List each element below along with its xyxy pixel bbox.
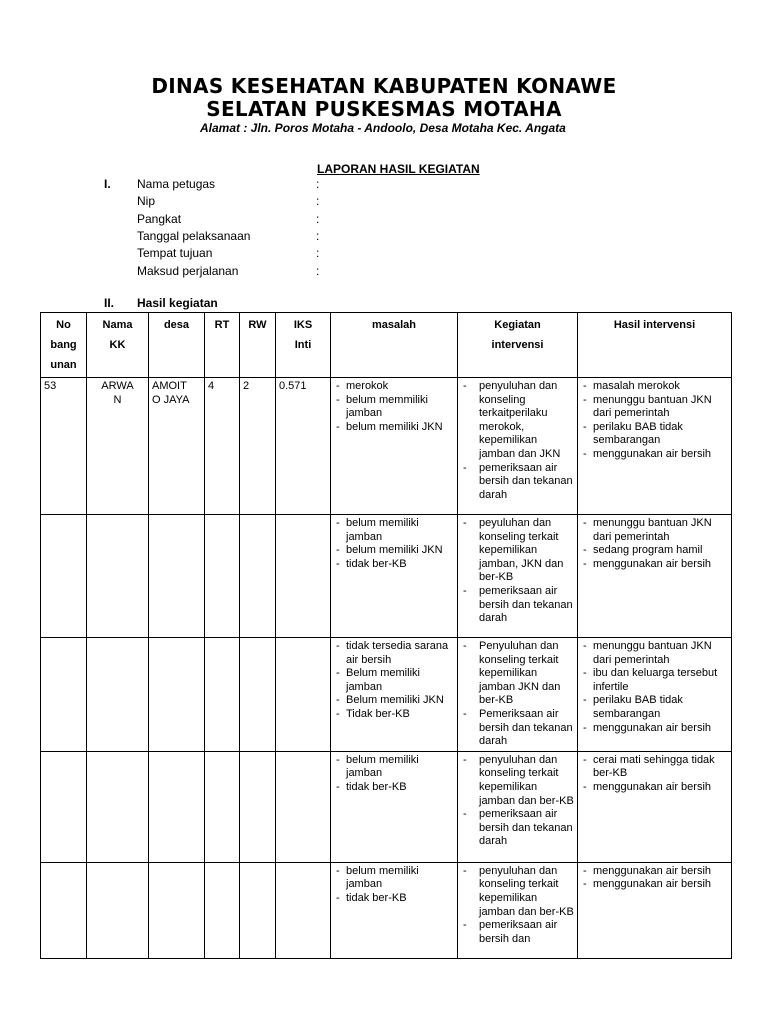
cell-kegiatan: [458, 862, 578, 958]
list-item: - masalah merokok: [581, 380, 728, 394]
cell-nama-kk: ARWA N: [87, 378, 149, 515]
cell-nama-kk: [87, 751, 149, 862]
cell-hasil: [578, 638, 732, 752]
table-row: [41, 638, 732, 752]
table-row: [41, 862, 732, 958]
field-colon: :: [316, 177, 320, 191]
list-item: - belum memiliki jamban: [334, 865, 454, 892]
field-label: Tanggal pelaksanaan: [137, 228, 251, 243]
header-rt: RT: [205, 313, 240, 378]
list-item: - perilaku BAB tidak sembarangan: [581, 421, 728, 448]
field-colon: :: [316, 228, 320, 243]
list-item: - belum memiliki JKN: [334, 544, 454, 558]
header-hasil: Hasil intervensi: [578, 313, 732, 378]
cell-masalah: [331, 515, 458, 638]
cell-iks: [276, 862, 331, 958]
cell-no: [41, 751, 87, 862]
cell-no: [41, 638, 87, 752]
cell-nama-kk: [87, 638, 149, 752]
cell-kegiatan: [458, 638, 578, 752]
cell-no: 53: [41, 378, 87, 515]
header-masalah: masalah: [331, 313, 458, 378]
cell-rw: [240, 751, 276, 862]
list-item: - menggunakan air bersih: [581, 878, 728, 892]
list-item: - pemeriksaan air bersih dan tekanan darah: [461, 808, 574, 849]
cell-rw: [240, 515, 276, 638]
header-iks: IKS Inti: [276, 313, 331, 378]
report-title: LAPORAN HASIL KEGIATAN: [317, 162, 480, 176]
cell-desa: [149, 751, 205, 862]
list-item: - Belum memiliki JKN: [334, 694, 454, 708]
list-item: - pemeriksaan air bersih dan tekanan darah: [461, 585, 574, 626]
cell-desa: [149, 515, 205, 638]
field-colon: :: [316, 194, 320, 209]
cell-desa: [149, 638, 205, 752]
header-desa: desa: [149, 313, 205, 378]
list-item: - menggunakan air bersih: [581, 865, 728, 879]
list-item: - belum memiliki JKN: [334, 421, 454, 435]
section2-numeral: II.: [104, 296, 115, 310]
cell-desa: AMOIT O JAYA: [149, 378, 205, 515]
cell-iks: [276, 751, 331, 862]
list-item: - belum memiliki jamban: [334, 517, 454, 544]
activity-table: [40, 312, 732, 959]
cell-rw: 2: [240, 378, 276, 515]
agency-address: Alamat : Jln. Poros Motaha - Andoolo, Desa Motaha Kec. Angata: [200, 121, 566, 135]
section2-title: Hasil kegiatan: [137, 296, 218, 310]
list-item: - merokok: [334, 380, 454, 394]
table-row: [41, 515, 732, 638]
cell-kegiatan: [458, 515, 578, 638]
field-label: Tempat tujuan: [137, 246, 213, 261]
field-colon: :: [316, 211, 320, 226]
list-item: - tidak tersedia sarana air bersih: [334, 640, 454, 667]
cell-iks: [276, 515, 331, 638]
cell-masalah: [331, 378, 458, 515]
cell-masalah: [331, 751, 458, 862]
cell-kegiatan: [458, 378, 578, 515]
cell-hasil: [578, 378, 732, 515]
cell-no: [41, 862, 87, 958]
cell-rt: [205, 515, 240, 638]
field-colon: :: [316, 263, 320, 278]
field-colon: :: [316, 246, 320, 261]
list-item: - peyuluhan dan konseling terkait kepemilikan jamban, JKN dan ber-KB: [461, 517, 574, 585]
list-item: - Tidak ber-KB: [334, 708, 454, 722]
list-item: - menunggu bantuan JKN dari pemerintah: [581, 640, 728, 667]
header-kegiatan: Kegiatan intervensi: [458, 313, 578, 378]
cell-nama-kk: [87, 862, 149, 958]
table-row: [41, 751, 732, 862]
list-item: - menggunakan air bersih: [581, 448, 728, 462]
cell-hasil: [578, 515, 732, 638]
cell-desa: [149, 862, 205, 958]
list-item: - belum memiliki jamban: [334, 754, 454, 781]
cell-rt: 4: [205, 378, 240, 515]
list-item: - menunggu bantuan JKN dari pemerintah: [581, 394, 728, 421]
list-item: - Penyuluhan dan konseling terkait kepemilikan jamban JKN dan ber-KB: [461, 640, 574, 708]
header-nama-kk: Nama KK: [87, 313, 149, 378]
list-item: - belum memmiliki jamban: [334, 394, 454, 421]
table-row: [41, 378, 732, 515]
list-item: - sedang program hamil: [581, 544, 728, 558]
cell-hasil: [578, 751, 732, 862]
list-item: - tidak ber-KB: [334, 892, 454, 906]
list-item: - penyuluhan dan konseling terkait kepemilikan jamban dan ber-KB: [461, 865, 574, 919]
list-item: - penyuluhan dan konseling terkaitperilaku merokok, kepemilikan jamban dan JKN: [461, 380, 574, 462]
list-item: - ibu dan keluarga tersebut infertile: [581, 667, 728, 694]
list-item: - pemeriksaan air bersih dan: [461, 919, 574, 946]
cell-rw: [240, 862, 276, 958]
header-no: No bang unan: [41, 313, 87, 378]
cell-iks: 0.571: [276, 378, 331, 515]
header-rw: RW: [240, 313, 276, 378]
cell-iks: [276, 638, 331, 752]
list-item: - menggunakan air bersih: [581, 558, 728, 572]
list-item: - menunggu bantuan JKN dari pemerintah: [581, 517, 728, 544]
agency-title-line2: SELATAN PUSKESMAS MOTAHA: [206, 97, 562, 121]
list-item: - menggunakan air bersih: [581, 722, 728, 736]
cell-no: [41, 515, 87, 638]
list-item: - pemeriksaan air bersih dan tekanan darah: [461, 462, 574, 503]
field-label: Maksud perjalanan: [137, 263, 239, 278]
table-header-row: [41, 313, 732, 378]
list-item: - tidak ber-KB: [334, 558, 454, 572]
agency-title-line1: DINAS KESEHATAN KABUPATEN KONAWE: [151, 74, 617, 98]
cell-nama-kk: [87, 515, 149, 638]
field-label: Pangkat: [137, 211, 182, 226]
cell-rt: [205, 638, 240, 752]
cell-masalah: [331, 862, 458, 958]
cell-rt: [205, 862, 240, 958]
cell-rw: [240, 638, 276, 752]
cell-hasil: [578, 862, 732, 958]
list-item: - penyuluhan dan konseling terkait kepemilikan jamban dan ber-KB: [461, 754, 574, 808]
list-item: - Pemeriksaan air bersih dan tekanan darah: [461, 708, 574, 749]
cell-kegiatan: [458, 751, 578, 862]
cell-masalah: [331, 638, 458, 752]
list-item: - cerai mati sehingga tidak ber-KB: [581, 754, 728, 781]
field-label: Nama petugas: [137, 177, 216, 191]
list-item: - menggunakan air bersih: [581, 781, 728, 795]
field-label: Nip: [137, 194, 156, 209]
list-item: - Belum memiliki jamban: [334, 667, 454, 694]
cell-rt: [205, 751, 240, 862]
list-item: - tidak ber-KB: [334, 781, 454, 795]
list-item: - perilaku BAB tidak sembarangan: [581, 694, 728, 721]
section1-numeral: I.: [104, 177, 111, 191]
